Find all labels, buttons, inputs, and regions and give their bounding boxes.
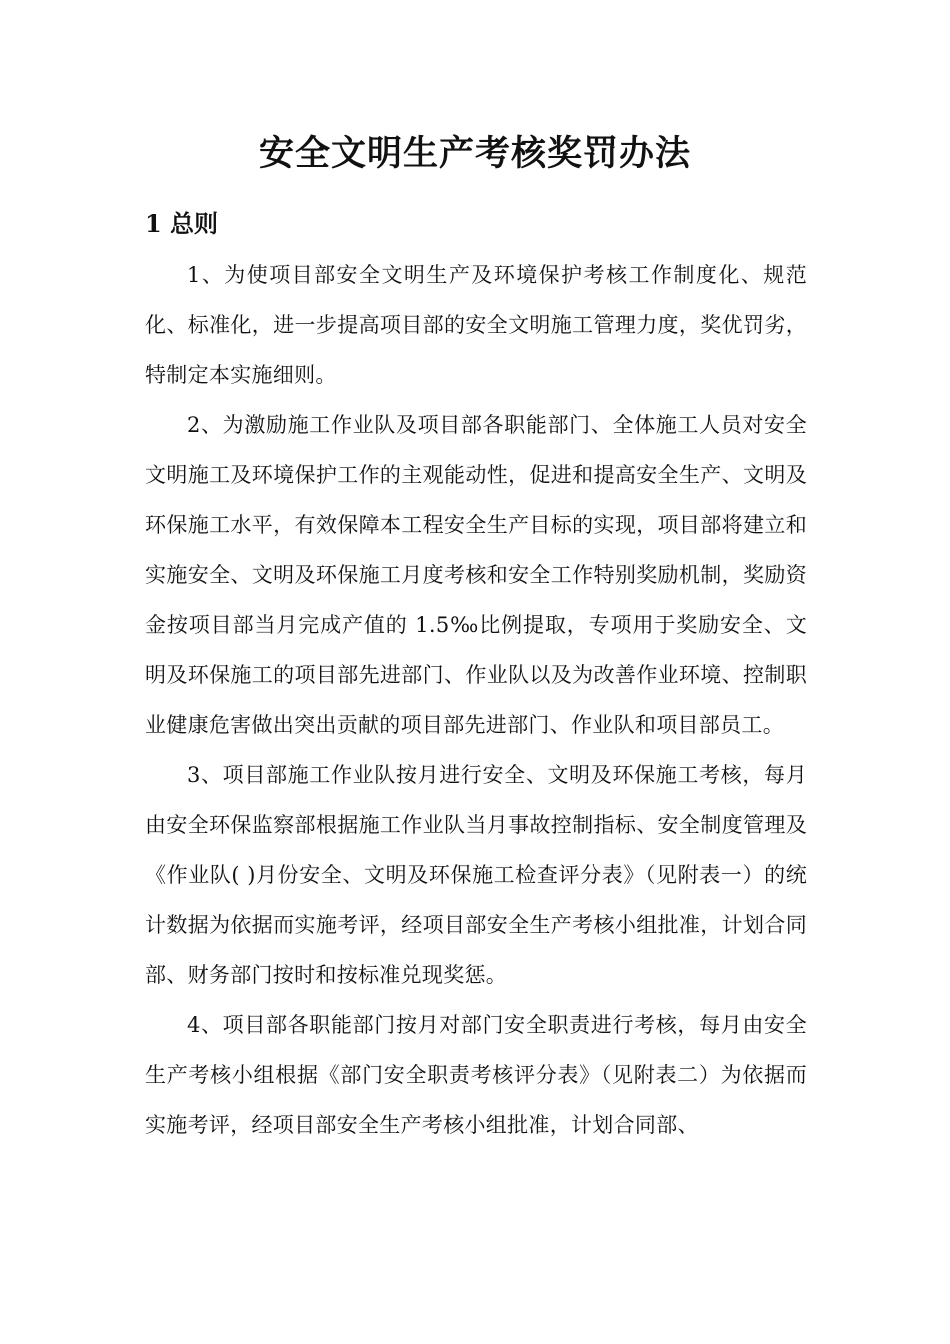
section-heading: 1 总则 (145, 209, 219, 238)
paragraph-4: 4、项目部各职能部门按月对部门安全职责进行考核，每月由安全生产考核小组根据《部门安全职责考核评分表》（见附表二）为依据而实施考评，经项目部安全生产考核小组批准，计划合同部、 (145, 1013, 807, 1137)
document-title: 安全文明生产考核奖罚办法 (258, 133, 691, 174)
document-body (145, 250, 807, 1150)
paragraph-3: 3、项目部施工作业队按月进行安全、文明及环保施工考核，每月由安全环保监察部根据施工作业队当月事故控制指标、安全制度管理及《作业队( )月份安全、文明及环保施工检查评分表》（见附表一）的统计数据为依据而实施考评，经项目部安全生产考核小组批准，计划合同部、财务部门按时和按标准兑现奖惩。 (145, 763, 807, 987)
paragraph-2: 2、为激励施工作业队及项目部各职能部门、全体施工人员对安全文明施工及环境保护工作的主观能动性，促进和提高安全生产、文明及环保施工水平，有效保障本工程安全生产目标的实现，项目部将建立和实施安全、文明及环保施工月度考核和安全工作特别奖励机制，奖励资金按项目部当月完成产值的 1.5‰比例提取，专项用于奖励安全、文明及环保施工的项目部先进部门、作业队以及为改善作业环境、控制职业健康危害做出突出贡献的项目部先进部门、作业队和项目部员工。 (145, 413, 807, 737)
paragraph-1: 1、为使项目部安全文明生产及环境保护考核工作制度化、规范化、标准化，进一步提高项目部的安全文明施工管理力度，奖优罚劣，特制定本实施细则。 (145, 263, 807, 387)
